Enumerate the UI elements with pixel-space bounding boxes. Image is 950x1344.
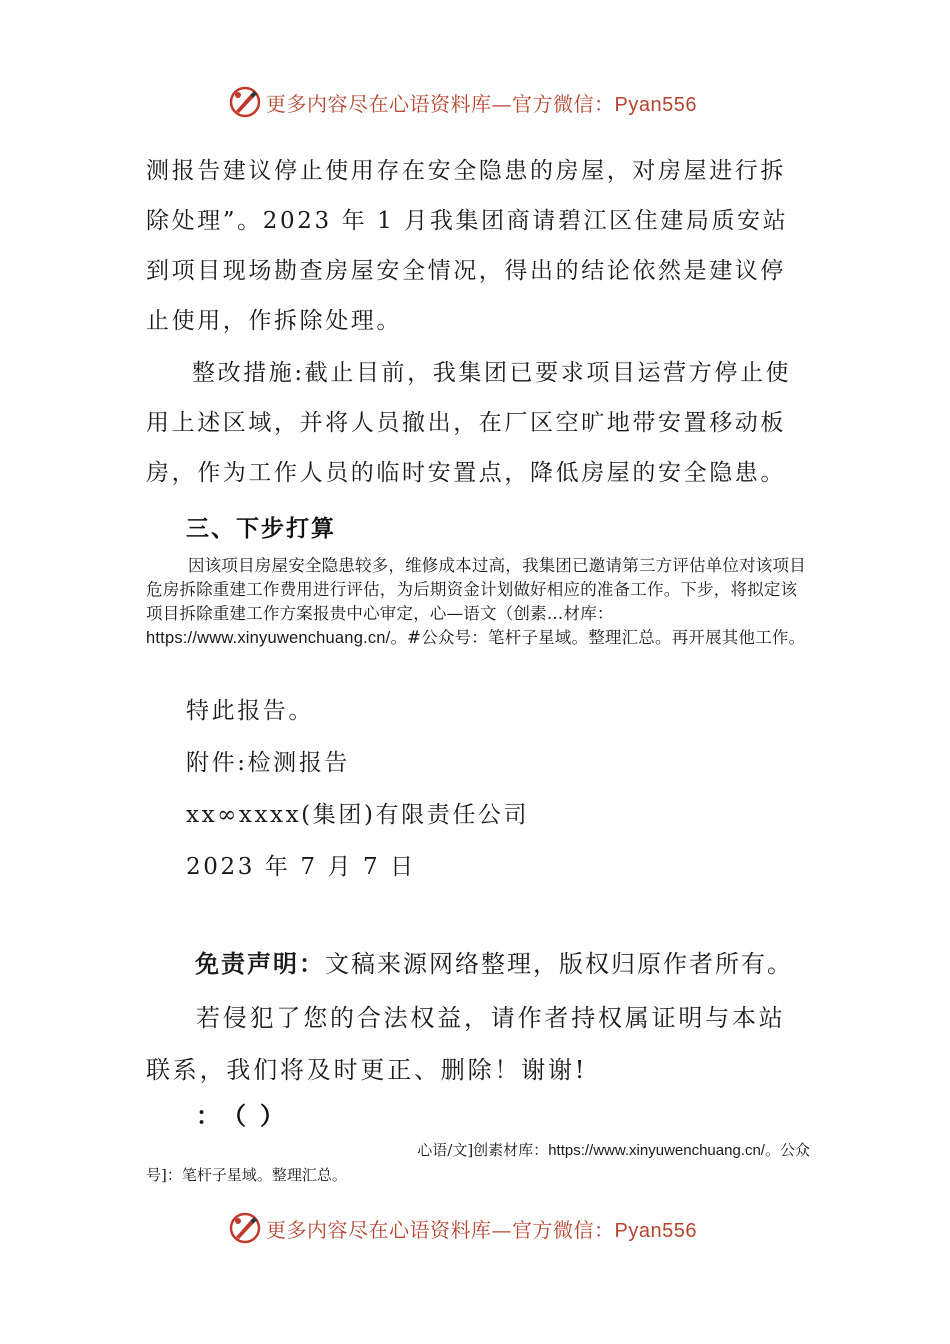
banner-text: 更多内容尽在心语资料库—官方微信：Pyan556	[266, 1217, 697, 1242]
paragraph-2: 整改措施:截止目前，我集团已要求项目运营方停止使用上述区域，并将人员撤出，在厂区空旷地带安置移动板房，作为工作人员的临时安置点，降低房屋的安全隐患。	[146, 360, 792, 486]
disclaimer-lead: 免责声明：文稿来源网络整理，版权归原作者所有。	[195, 950, 793, 978]
wechat-id: Pyan556	[614, 93, 697, 116]
footer-banner	[228, 1208, 697, 1248]
paragraph-1: 测报告建议停止使用存在安全隐患的房屋，对房屋进行拆除处理”。2023 年 1 月我集团商请碧江区住建局质安站到项目现场勘查房屋安全情况，得出的结论依然是建议停止使用，作拆除处理。	[146, 158, 789, 334]
footnote-line-2: 号]：笔杆子星域。整理汇总。	[146, 1166, 347, 1184]
disclaimer-symbols: ：（）	[196, 1103, 298, 1130]
disclaimer-label: 免责声明：	[195, 951, 325, 978]
attachment-line: 附件:检测报告	[186, 750, 350, 776]
footnote-line-1: 心语/文]创素材库：https://www.xinyuwenchuang.cn/。公众	[417, 1141, 810, 1159]
banner-text: 更多内容尽在心语资料库—官方微信：Pyan556	[266, 91, 697, 116]
report-date: 2023 年 7 月 7 日	[186, 854, 416, 880]
disclaimer-body: 若侵犯了您的合法权益，请作者持权属证明与本站联系，我们将及时更正、删除！谢谢!	[146, 1004, 786, 1084]
header-banner	[228, 82, 697, 122]
pen-logo-icon	[228, 1211, 262, 1245]
company-name: xx∞xxxx(集团)有限责任公司	[186, 802, 530, 828]
section-3-text: 因该项目房屋安全隐患较多，维修成本过高，我集团已邀请第三方评估单位对该项目危房拆除重建工作费用进行评估，为后期资金计划做好相应的准备工作。下步，将拟定该项目拆除重建工作方案报贵中心审定，心—语文（创素…材库：https://www.xinyuwenchuang.cn/。#公众号：笔杆子星域。整理汇总。再开展其他工作。	[146, 556, 806, 647]
section-3-url: https://www.xinyuwenchuang.cn/	[146, 629, 391, 647]
report-closing: 特此报告。	[186, 698, 314, 724]
section-heading: 三、下步打算	[186, 515, 336, 541]
wechat-id: Pyan556	[614, 1219, 697, 1242]
footnote	[146, 1138, 810, 1187]
pen-logo-icon	[228, 85, 262, 119]
footnote-url: https://www.xinyuwenchuang.cn/	[548, 1142, 765, 1159]
